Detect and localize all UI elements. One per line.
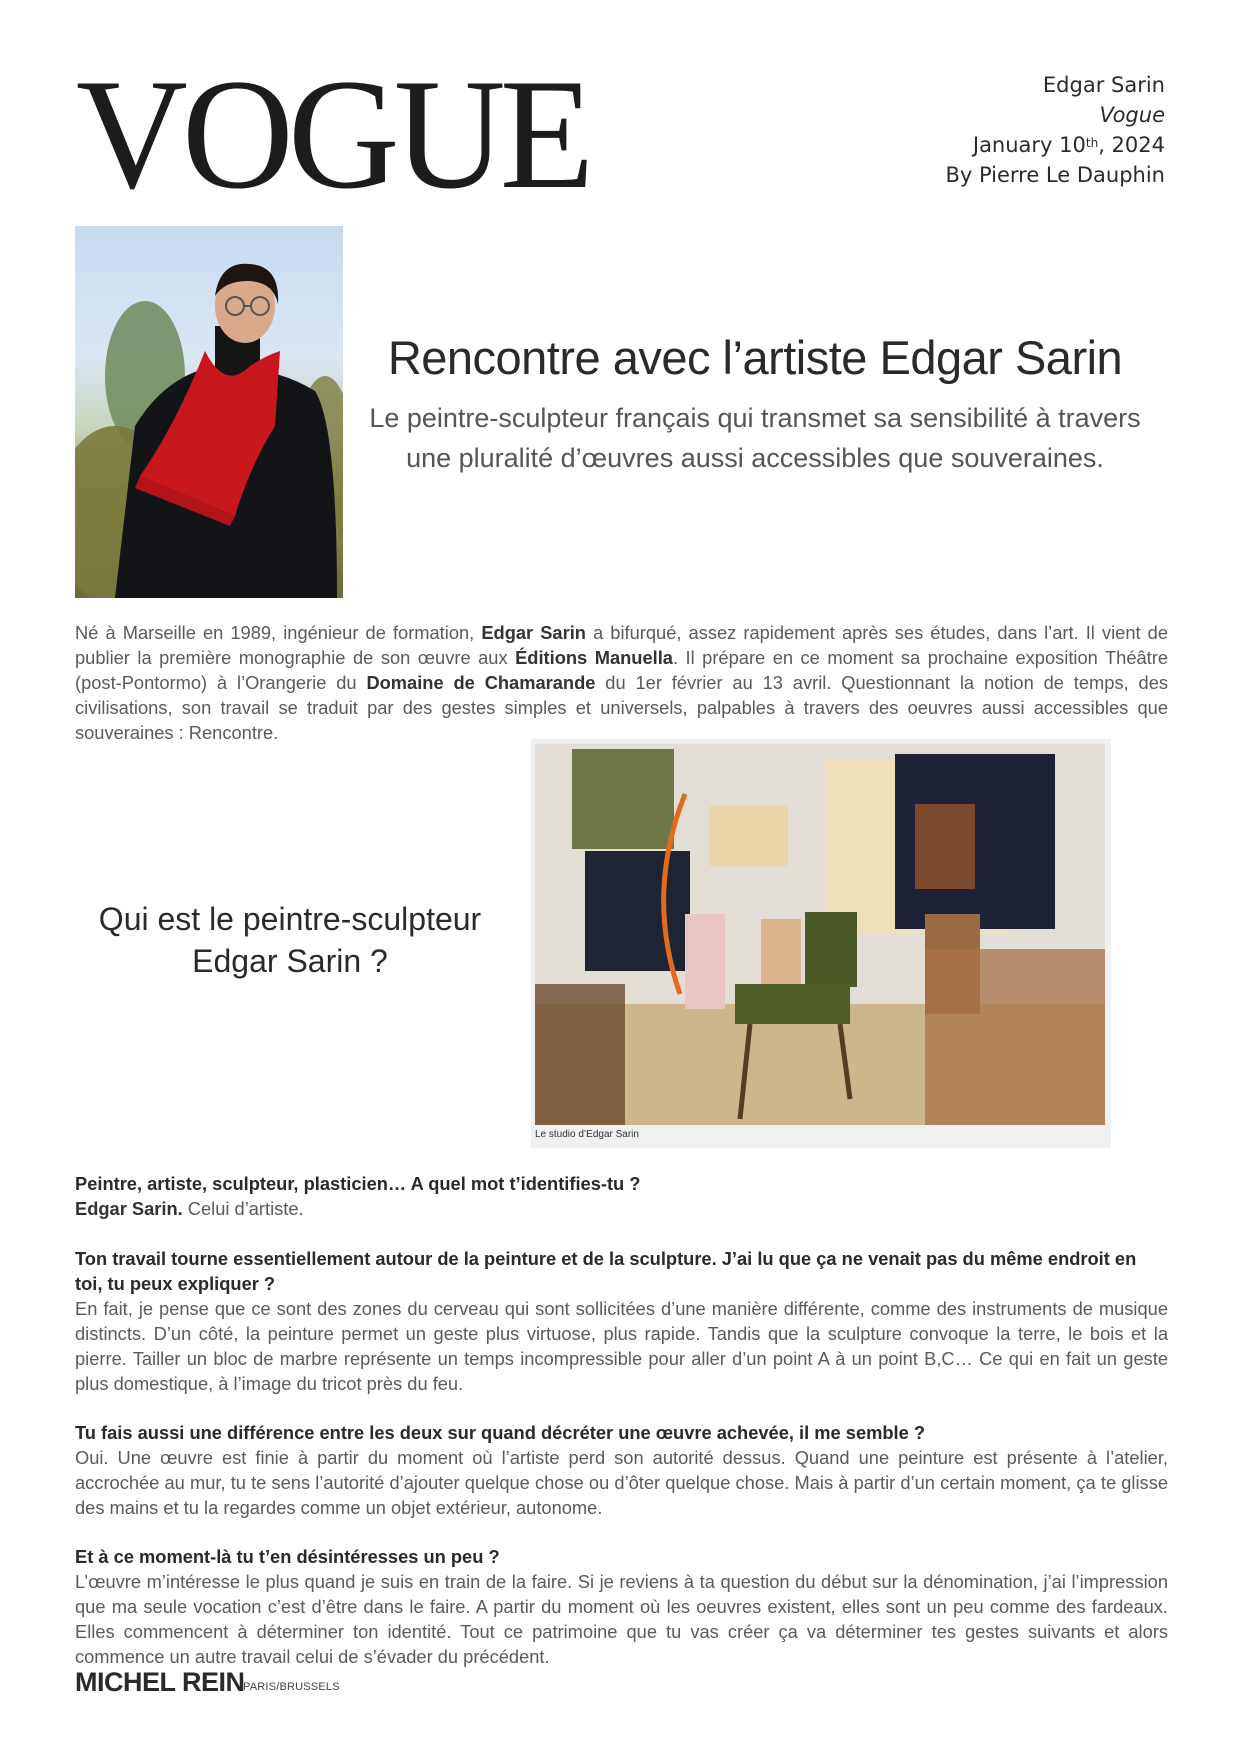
intro-text: du 1er février au 13 avril. Questionnant la notion de temps, des civilisations, son travail se traduit par des gestes simples et universels, palpables à travers des oeuvres aussi accessibles que souveraines : Rencontre.: [75, 672, 1169, 743]
studio-photo-card: [531, 739, 1111, 1148]
intro-text: . Il prépare en ce moment sa prochaine exposition Théâtre (post-Pontormo) à l’Orangerie du: [75, 647, 1168, 693]
article-headline: Rencontre avec l’artiste Edgar Sarin: [387, 331, 1123, 384]
vogue-logo: VOGUE: [76, 47, 589, 222]
date-year: , 2024: [1098, 133, 1165, 157]
studio-photo: [535, 744, 1105, 1125]
qa-block-1: [75, 1171, 1168, 1221]
qa-block-4: [75, 1544, 1168, 1669]
qa-question: Tu fais aussi une différence entre les deux sur quand décréter une œuvre achevée, il me semble ?: [75, 1422, 926, 1443]
gallery-brand: MICHEL REIN: [75, 1667, 245, 1697]
artist-portrait-photo: [75, 226, 343, 598]
meta-subject: Edgar Sarin: [1042, 73, 1165, 97]
date-suffix: th: [1085, 136, 1099, 150]
qa-answer: [75, 1196, 1168, 1221]
meta-publication: Vogue: [1099, 103, 1165, 127]
intro-bold-publisher: Éditions Manuella: [515, 647, 673, 668]
qa-answer: L’œuvre m’intéresse le plus quand je suis en train de la faire. Si je reviens à ta question du début sur la dénomination, j’ai l’impression que ma seule vocation c’est d’être dans le faire. A partir du moment où les oeuvres existent, elles sont un peu comme des fardeaux. Elles commencent à déterminer ton identité. Tout ce patrimoine que tu vas créer ça va déterminer tes gestes suivants et alors commence un autre travail celui de s’évader du précédent.: [75, 1571, 1168, 1667]
qa-question: Peintre, artiste, sculpteur, plasticien… A quel mot t’identifies-tu ?: [75, 1173, 641, 1194]
article-meta: [945, 70, 1165, 190]
meta-date: [945, 130, 1165, 160]
intro-bold-artist: Edgar Sarin: [481, 622, 586, 643]
qa-block-2: [75, 1246, 1168, 1396]
qa-question: Et à ce moment-là tu t’en désintéresses un peu ?: [75, 1546, 500, 1567]
section-title: Qui est le peintre-sculpteur Edgar Sarin ?: [98, 901, 482, 979]
qa-answer: Oui. Une œuvre est finie à partir du moment où l’artiste perd son autorité dessus. Quand une peinture est présente à l’atelier, accrochée au mur, tu te sens l’autorité d’ajouter quelque chose ou d’ôter quelque chose. Mais à partir d’un certain moment, ça te glisse des mains et tu la regardes comme un objet extérieur, autonome.: [75, 1447, 1168, 1518]
article-intro: [75, 620, 1168, 745]
date-main: January 10: [972, 133, 1086, 157]
intro-bold-venue: Domaine de Chamarande: [366, 672, 596, 693]
intro-text: a bifurqué, assez rapidement après ses études, dans l’art. Il vient de publier la première monographie de son œuvre aux: [75, 622, 1168, 668]
gallery-cities: PARIS/BRUSSELS: [243, 1681, 340, 1693]
answer-text: Celui d’artiste.: [182, 1198, 304, 1219]
qa-block-3: [75, 1420, 1168, 1520]
intro-text: Né à Marseille en 1989, ingénieur de formation,: [75, 622, 482, 643]
studio-illustration: [535, 744, 1105, 1125]
article-subhead: Le peintre-sculpteur français qui transmet sa sensibilité à travers une pluralité d’œuvres aussi accessibles que souveraines.: [369, 403, 1141, 473]
portrait-illustration: [75, 226, 343, 598]
photo-caption: Le studio d’Edgar Sarin: [535, 1129, 639, 1140]
meta-byline: By Pierre Le Dauphin: [945, 163, 1165, 187]
qa-answer: En fait, je pense que ce sont des zones du cerveau qui sont sollicitées d’une manière différente, comme des instruments de musique distincts. D’un côté, la peinture permet un geste plus virtuose, plus rapide. Tandis que la sculpture convoque la terre, le bois et la pierre. Tailler un bloc de marbre représente un temps incompressible pour aller d’un point A à un point B,C… Ce qui en fait un geste plus domestique, à l’image du tricot près du feu.: [75, 1298, 1168, 1394]
answer-speaker: Edgar Sarin.: [75, 1198, 183, 1219]
qa-question: Ton travail tourne essentiellement autour de la peinture et de la sculpture. J’ai lu que ça ne venait pas du même endroit en toi, tu peux expliquer ?: [75, 1248, 1137, 1294]
